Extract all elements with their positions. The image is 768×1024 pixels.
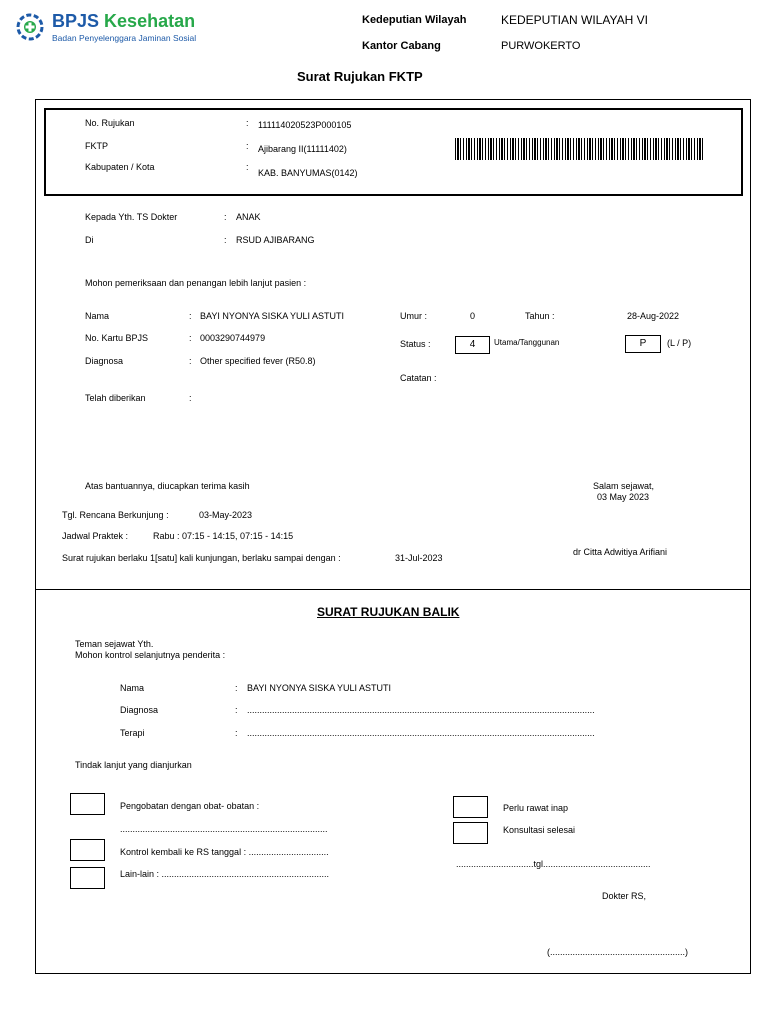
diagnosa-dots: ...........................................................................................................................................: [247, 705, 595, 715]
sex-desc: (L / P): [667, 338, 692, 348]
colon: :: [235, 683, 238, 693]
kontrol-checkbox[interactable]: [70, 839, 105, 861]
kabupaten-label: Kabupaten / Kota: [85, 162, 155, 172]
di-value: RSUD AJIBARANG: [236, 235, 315, 245]
wilayah-value: KEDEPUTIAN WILAYAH VI: [501, 13, 648, 27]
jadwal-value: Rabu : 07:15 - 14:15, 07:15 - 14:15: [153, 531, 294, 541]
tindak-label: Tindak lanjut yang dianjurkan: [75, 760, 192, 770]
jadwal-label: Jadwal Praktek :: [62, 531, 129, 541]
diagnosa-value: Other specified fever (R50.8): [200, 356, 316, 366]
catatan-label: Catatan :: [400, 373, 437, 383]
konsultasi-checkbox[interactable]: [453, 822, 488, 844]
pengobatan-label: Pengobatan dengan obat- obatan :: [120, 801, 260, 811]
telah-label: Telah diberikan: [85, 393, 146, 403]
salam-text: Salam sejawat,: [593, 481, 655, 491]
rencana-label: Tgl. Rencana Berkunjung :: [62, 510, 169, 520]
kartu-label: No. Kartu BPJS: [85, 333, 149, 343]
cabang-value: PURWOKERTO: [501, 40, 581, 52]
tahun-label: Tahun :: [525, 311, 555, 321]
brand-name: [52, 11, 195, 32]
berlaku-text: Surat rujukan berlaku 1[satu] kali kunjungan, berlaku sampai dengan :: [62, 553, 341, 563]
cabang-label: Kantor Cabang: [362, 40, 441, 52]
brand-main: BPJS: [52, 11, 100, 31]
colon: :: [189, 356, 192, 366]
no-rujukan-label: No. Rujukan: [85, 118, 135, 128]
letter-date: 03 May 2023: [597, 492, 650, 502]
tahun-value: 28-Aug-2022: [627, 311, 680, 321]
konsultasi-label: Konsultasi selesai: [503, 825, 576, 835]
kartu-value: 0003290744979: [200, 333, 266, 343]
colon: :: [235, 728, 238, 738]
doctor-name: dr Citta Adwitiya Arifiani: [573, 547, 668, 557]
lain-label: Lain-lain : ...................................................................: [120, 869, 330, 879]
status-label: Status :: [400, 339, 431, 349]
colon: :: [189, 311, 192, 321]
colon: :: [246, 162, 249, 172]
fktp-value: Ajibarang II(11111402): [258, 144, 347, 154]
balik-title: SURAT RUJUKAN BALIK: [317, 605, 460, 619]
diagnosa-label: Diagnosa: [85, 356, 124, 366]
no-rujukan-value: 111114020523P000105: [258, 120, 352, 130]
nama-label: Nama: [85, 311, 110, 321]
fktp-label: FKTP: [85, 141, 109, 151]
kabupaten-value: KAB. BANYUMAS(0142): [258, 168, 358, 178]
mohon-text: Mohon pemeriksaan dan penangan lebih lanjut pasien :: [85, 278, 307, 288]
balik-nama-label: Nama: [120, 683, 145, 693]
lain-checkbox[interactable]: [70, 867, 105, 889]
kontrol-label: Kontrol kembali ke RS tanggal : ................................: [120, 847, 329, 857]
balik-terapi-label: Terapi: [120, 728, 145, 738]
mohon-kontrol-text: Mohon kontrol selanjutnya penderita :: [75, 650, 226, 660]
colon: :: [246, 141, 249, 151]
colon: :: [189, 393, 192, 403]
status-desc: Utama/Tanggunan: [494, 338, 560, 347]
brand-accent: Kesehatan: [104, 11, 196, 31]
kepada-label: Kepada Yth. TS Dokter: [85, 212, 178, 222]
teman-text: Teman sejawat Yth.: [75, 639, 154, 649]
pengobatan-checkbox[interactable]: [70, 793, 105, 815]
document-frame: [35, 99, 751, 974]
pengobatan-dots: ...................................................................................: [120, 824, 328, 834]
section-divider: [35, 589, 751, 590]
wilayah-label: Kedeputian Wilayah: [362, 14, 467, 26]
dokter-rs-label: Dokter RS,: [602, 891, 647, 901]
rencana-value: 03-May-2023: [199, 510, 253, 520]
kepada-value: ANAK: [236, 212, 261, 222]
signature-line: (......................................................): [547, 947, 689, 957]
colon: :: [246, 118, 249, 128]
colon: :: [235, 705, 238, 715]
umur-value: 0: [470, 311, 476, 321]
balik-nama-value: BAYI NYONYA SISKA YULI ASTUTI: [247, 683, 392, 693]
status-value-box: 4: [455, 336, 490, 354]
terapi-dots: ...........................................................................................................................................: [247, 728, 595, 738]
colon: :: [224, 235, 227, 245]
sex-value-box: P: [625, 335, 661, 353]
colon: :: [189, 333, 192, 343]
doc-title: Surat Rujukan FKTP: [297, 69, 423, 84]
barcode: [455, 138, 705, 160]
rawat-inap-checkbox[interactable]: [453, 796, 488, 818]
brand-subtitle: Badan Penyelenggara Jaminan Sosial: [52, 33, 197, 43]
di-label: Di: [85, 235, 94, 245]
balik-diagnosa-label: Diagnosa: [120, 705, 159, 715]
umur-label: Umur :: [400, 311, 427, 321]
tgl-line: ...............................tgl...........................................: [456, 859, 651, 869]
rawat-inap-label: Perlu rawat inap: [503, 803, 569, 813]
bpjs-logo-icon: [16, 13, 44, 41]
nama-value: BAYI NYONYA SISKA YULI ASTUTI: [200, 311, 345, 321]
colon: :: [224, 212, 227, 222]
thanks-text: Atas bantuannya, diucapkan terima kasih: [85, 481, 250, 491]
berlaku-value: 31-Jul-2023: [395, 553, 443, 563]
